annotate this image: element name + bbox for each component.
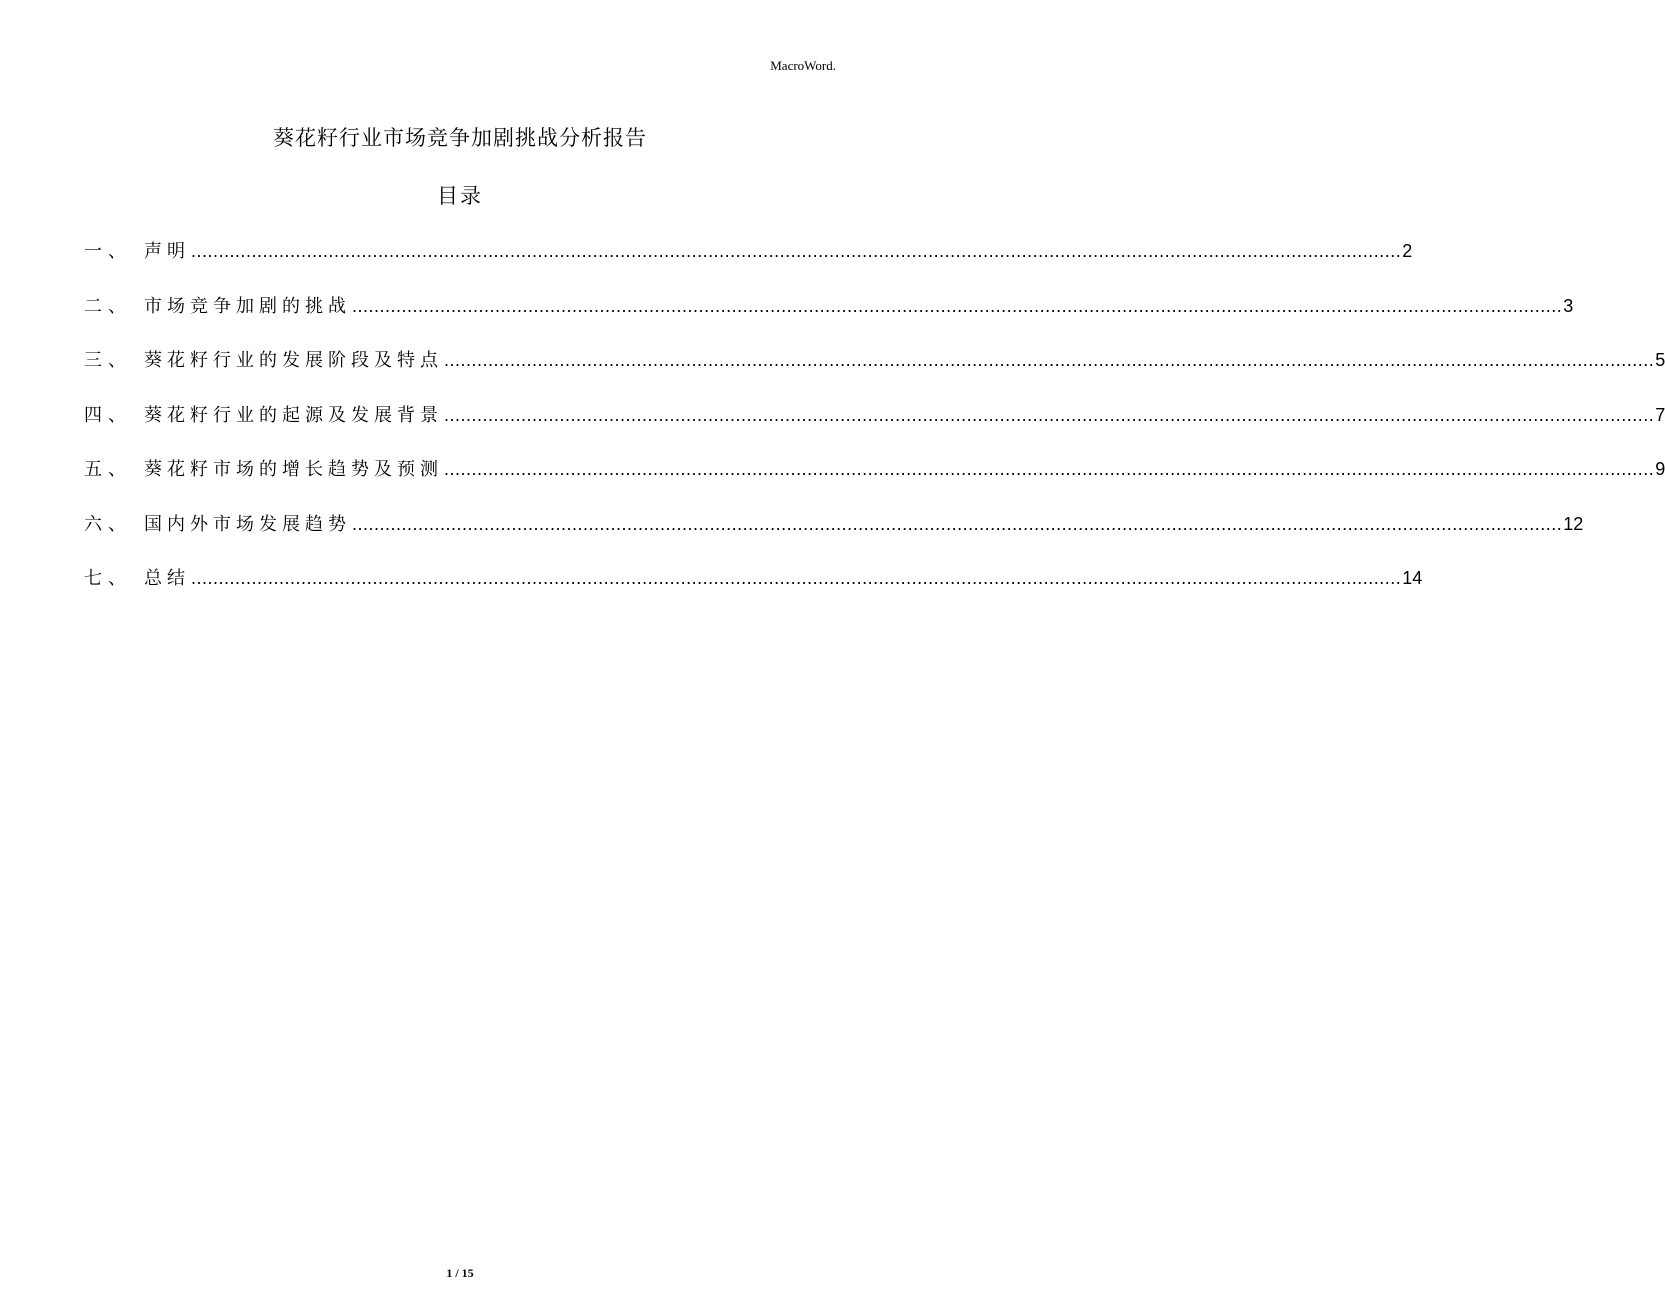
toc-entry-number: 一、	[84, 241, 132, 262]
toc-entry-3[interactable]	[84, 343, 1665, 398]
toc-dot-leader: ............................................................................................................................................................................................................................	[352, 295, 1563, 316]
toc-entry-number: 五、	[84, 459, 132, 480]
page-number-footer: 1 / 15	[446, 1266, 474, 1280]
toc-entry-1[interactable]	[84, 234, 1413, 289]
toc-entry-page: 7	[1655, 404, 1665, 425]
toc-entry-number: 二、	[84, 295, 132, 317]
toc-entry-title: 市场竞争加剧的挑战	[144, 295, 351, 317]
toc-entry-title: 国内外市场发展趋势	[144, 513, 351, 535]
document-title: 葵花籽行业市场竞争加剧挑战分析报告	[273, 126, 647, 150]
toc-entry-title: 总结	[144, 568, 190, 589]
toc-entry-number: 七、	[84, 568, 132, 589]
toc-entry-page: 9	[1655, 459, 1665, 479]
toc-entry-6[interactable]	[84, 507, 1584, 562]
toc-entry-page: 2	[1402, 241, 1413, 261]
toc-entry-number: 六、	[84, 513, 132, 535]
toc-entry-5[interactable]	[84, 452, 1665, 507]
toc-dot-leader: ............................................................................................................................................................................................................................	[444, 404, 1655, 425]
toc-entry-title: 声明	[144, 241, 190, 262]
toc-entry-title: 葵花籽行业的起源及发展背景	[144, 404, 443, 426]
toc-entry-page: 5	[1655, 350, 1665, 370]
toc-entry-page: 12	[1563, 513, 1584, 534]
toc-entry-2[interactable]	[84, 289, 1574, 344]
table-of-contents	[84, 234, 1665, 616]
toc-entry-page: 14	[1402, 568, 1423, 588]
toc-entry-number: 四、	[84, 404, 132, 426]
toc-entry-title: 葵花籽市场的增长趋势及预测	[144, 459, 443, 480]
toc-dot-leader: ............................................................................................................................................................................................................................	[352, 513, 1563, 534]
toc-dot-leader: ............................................................................................................................................................................................................................	[444, 350, 1655, 370]
toc-dot-leader: ............................................................................................................................................................................................................................	[191, 241, 1402, 261]
toc-entry-7[interactable]	[84, 561, 1423, 616]
toc-entry-page: 3	[1563, 295, 1574, 316]
toc-entry-title: 葵花籽行业的发展阶段及特点	[144, 350, 443, 371]
header-brand: MacroWord.	[770, 58, 836, 73]
toc-dot-leader: ............................................................................................................................................................................................................................	[191, 568, 1402, 588]
toc-entry-4[interactable]	[84, 398, 1665, 453]
toc-entry-number: 三、	[84, 350, 132, 371]
toc-heading: 目录	[437, 184, 483, 208]
toc-dot-leader: ............................................................................................................................................................................................................................	[444, 459, 1655, 479]
